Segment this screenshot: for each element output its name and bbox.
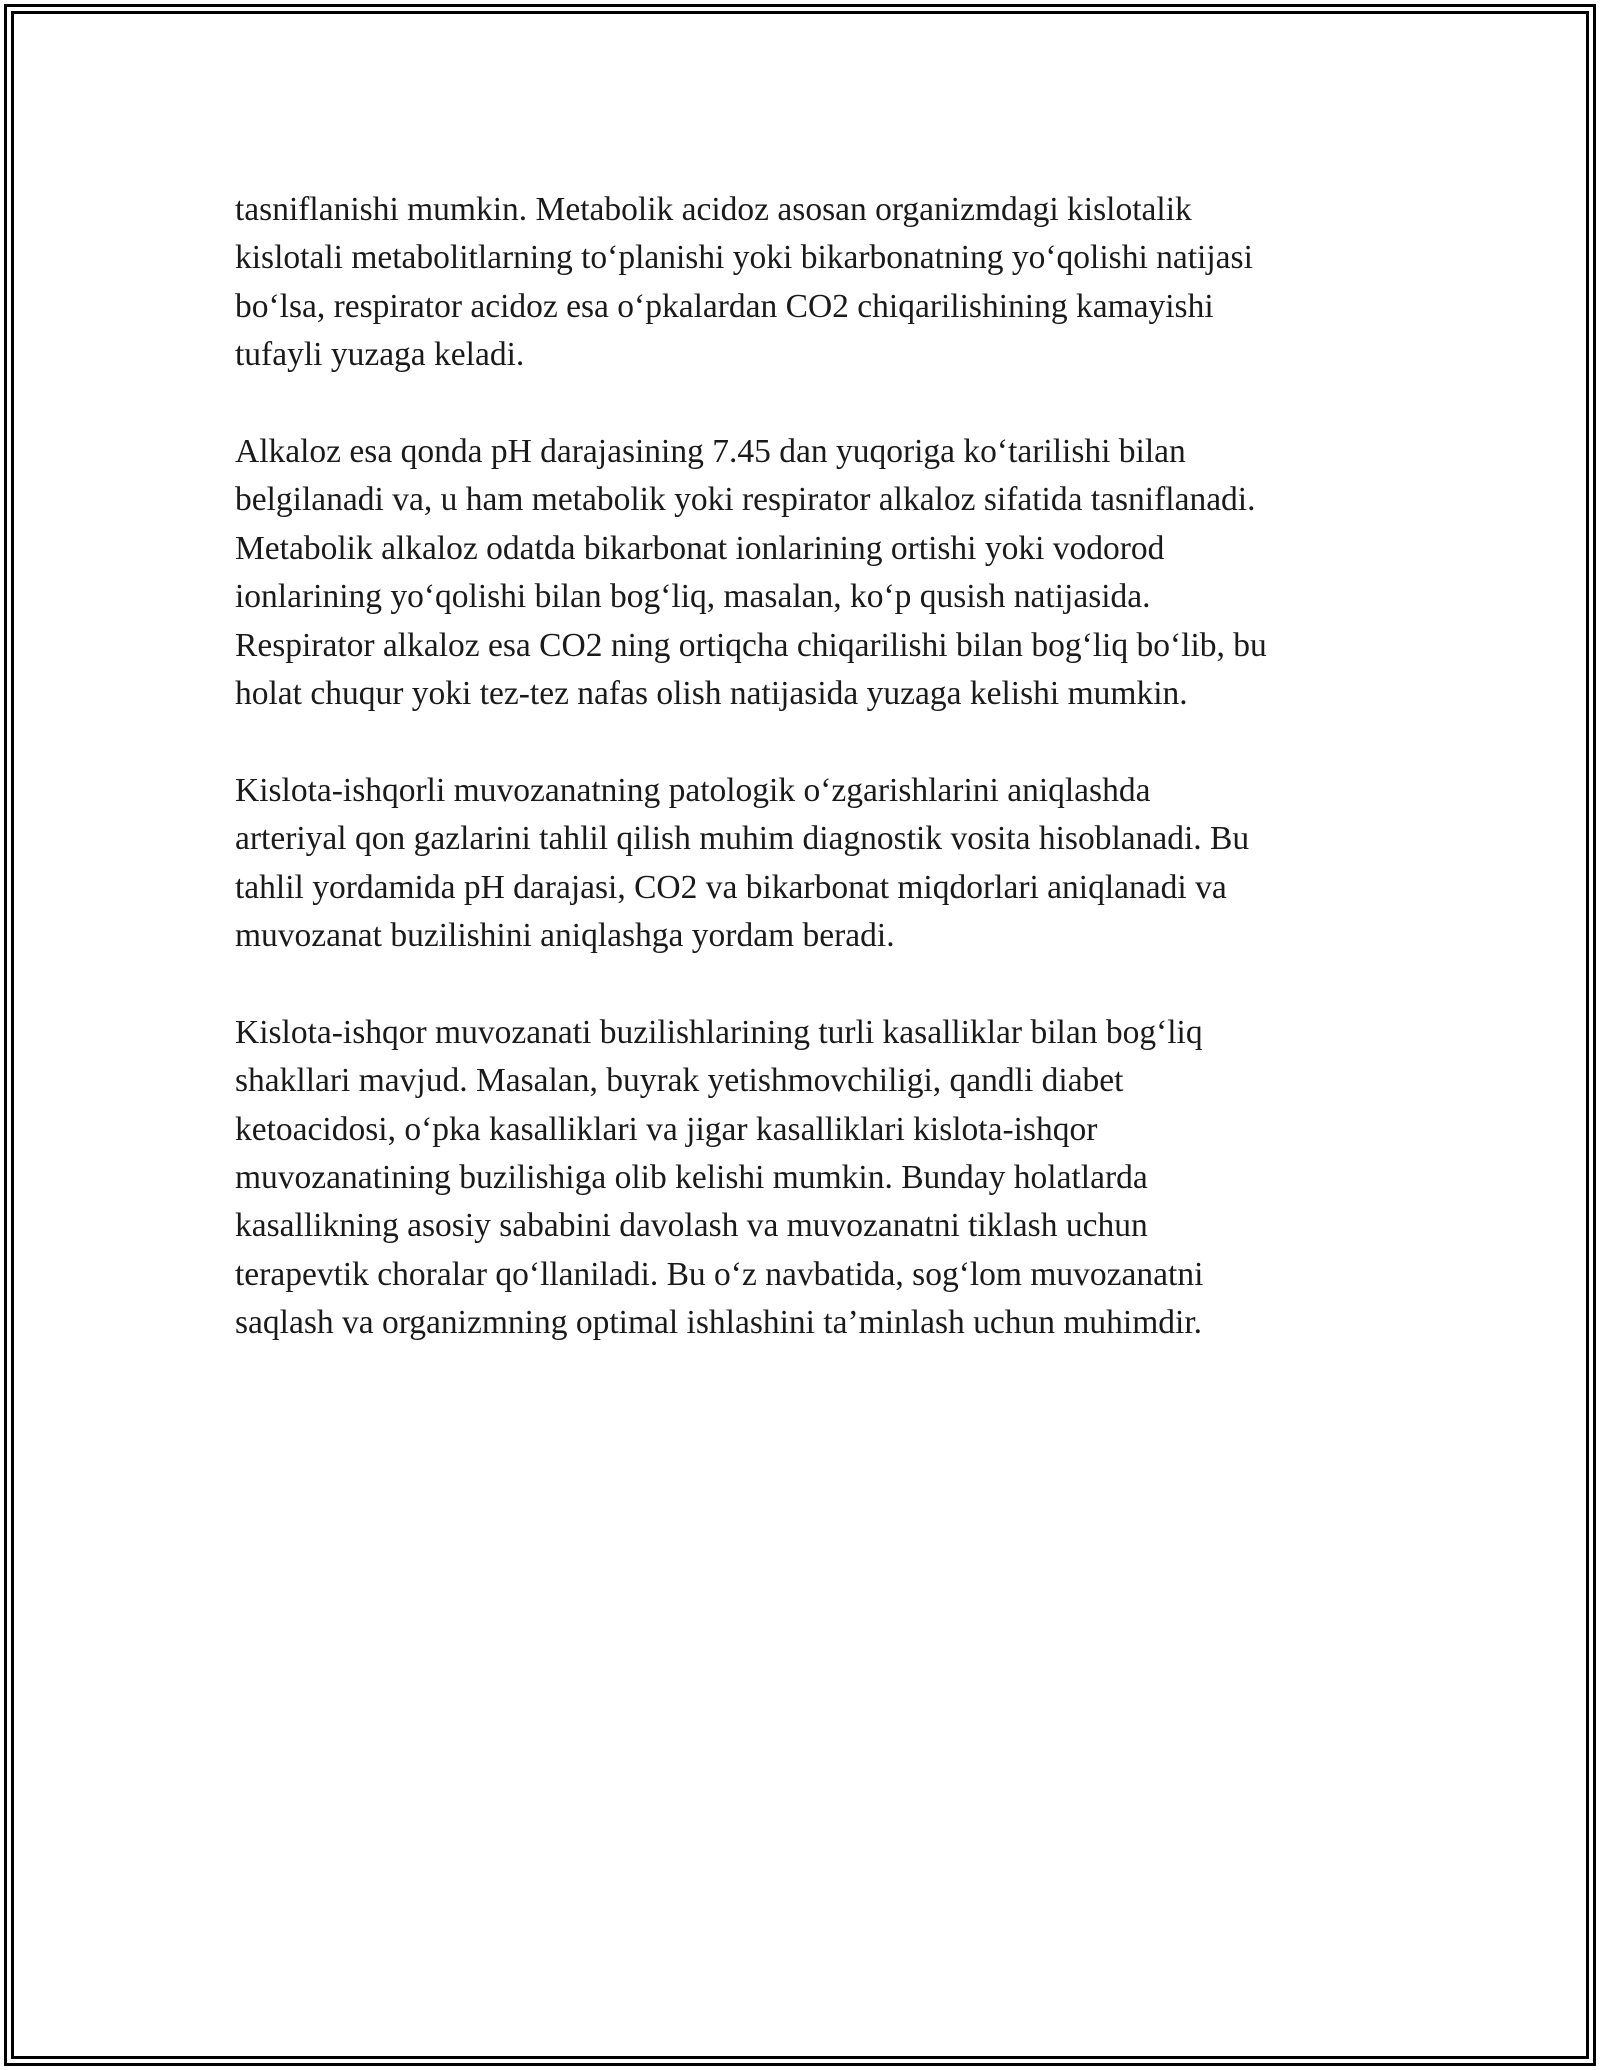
text-line: belgilanadi va, u ham metabolik yoki respirator alkaloz sifatida tasniflanadi.: [235, 481, 1256, 519]
text-line: muvozanat buzilishini aniqlashga yordam beradi.: [235, 917, 895, 955]
text-line: kislotali metabolitlarning to‘planishi yoki bikarbonatning yo‘qolishi natijasi: [235, 239, 1253, 277]
text-line: tufayli yuzaga keladi.: [235, 336, 525, 374]
text-line: holat chuqur yoki tez-tez nafas olish natijasida yuzaga kelishi mumkin.: [235, 675, 1188, 713]
text-line: Alkaloz esa qonda pH darajasining 7.45 dan yuqoriga ko‘tarilishi bilan: [235, 433, 1186, 471]
text-line: Respirator alkaloz esa CO2 ning ortiqcha chiqarilishi bilan bog‘liq bo‘lib, bu: [235, 626, 1267, 664]
paragraph: [235, 767, 1385, 961]
text-line: Metabolik alkaloz odatda bikarbonat ionlarining ortishi yoki vodorod: [235, 529, 1165, 567]
text-line: ionlarining yo‘qolishi bilan bog‘liq, masalan, ko‘p qusish natijasida.: [235, 578, 1151, 616]
paragraph: [235, 428, 1385, 718]
text-line: saqlash va organizmning optimal ishlashini ta’minlash uchun muhimdir.: [235, 1304, 1203, 1342]
text-line: bo‘lsa, respirator acidoz esa o‘pkalardan CO2 chiqarilishining kamayishi: [235, 287, 1214, 325]
paragraph: [235, 1009, 1385, 1348]
text-line: Kislota-ishqorli muvozanatning patologik o‘zgarishlarini aniqlashda: [235, 771, 1151, 809]
document-body: [235, 186, 1385, 1396]
text-line: Kislota-ishqor muvozanati buzilishlarining turli kasalliklar bilan bog‘liq: [235, 1013, 1203, 1051]
text-line: tasniflanishi mumkin. Metabolik acidoz asosan organizmdagi kislotalik: [235, 191, 1192, 228]
text-line: shakllari mavjud. Masalan, buyrak yetishmovchiligi, qandli diabet: [235, 1062, 1124, 1100]
text-line: arteriyal qon gazlarini tahlil qilish muhim diagnostik vosita hisoblanadi. Bu: [235, 820, 1250, 858]
text-line: terapevtik choralar qo‘llaniladi. Bu o‘z navbatida, sog‘lom muvozanatni: [235, 1255, 1204, 1293]
text-line: kasallikning asosiy sababini davolash va muvozanatni tiklash uchun: [235, 1207, 1148, 1245]
text-line: tahlil yordamida pH darajasi, CO2 va bikarbonat miqdorlari aniqlanadi va: [235, 868, 1227, 906]
paragraph: [235, 186, 1385, 380]
text-line: ketoacidosi, o‘pka kasalliklari va jigar kasalliklari kislota-ishqor: [235, 1110, 1098, 1148]
text-line: muvozanatining buzilishiga olib kelishi mumkin. Bunday holatlarda: [235, 1159, 1148, 1197]
